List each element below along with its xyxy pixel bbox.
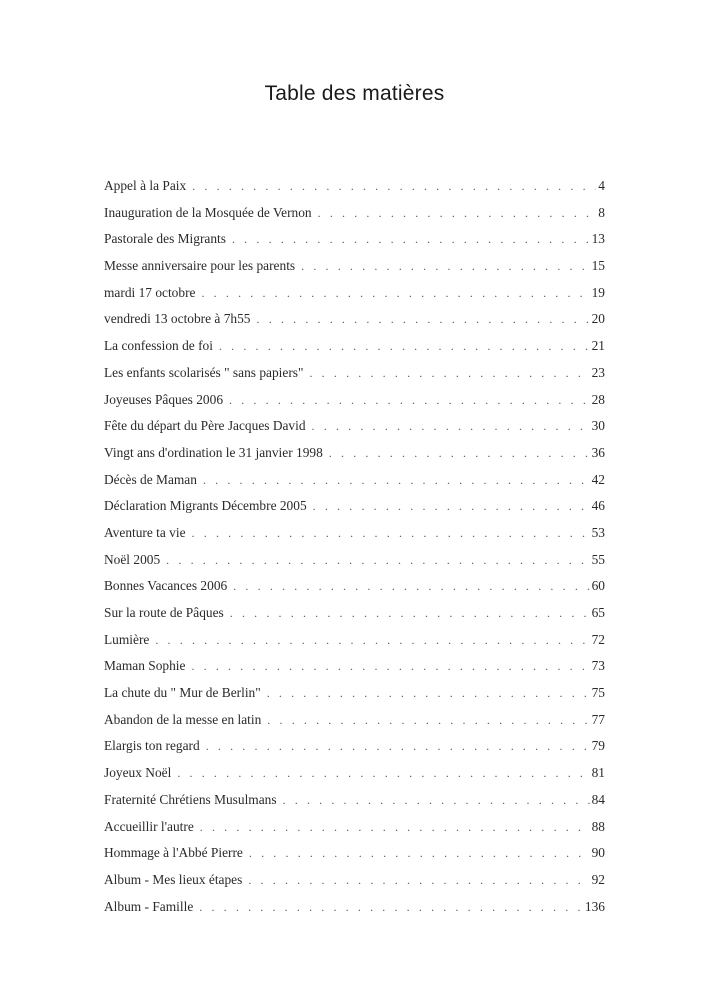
toc-entry-page: 92 bbox=[591, 871, 605, 887]
toc-entry[interactable] bbox=[104, 550, 605, 577]
toc-entry[interactable] bbox=[104, 790, 605, 817]
toc-dot-leader bbox=[249, 843, 590, 863]
toc-entry-page: 19 bbox=[591, 284, 605, 300]
toc-entry-page: 46 bbox=[591, 498, 605, 514]
toc-entry[interactable] bbox=[104, 763, 605, 790]
toc-entry-title: Aventure ta vie bbox=[104, 524, 186, 540]
toc-entry-page: 79 bbox=[591, 738, 605, 754]
toc-dot-leader bbox=[232, 229, 590, 249]
toc-entry-page: 23 bbox=[591, 364, 605, 380]
toc-entry[interactable] bbox=[104, 203, 605, 230]
toc-entry[interactable] bbox=[104, 363, 605, 390]
toc-entry-title: Pastorale des Migrants bbox=[104, 231, 226, 247]
toc-dot-leader bbox=[219, 336, 590, 356]
toc-entry-title: Les enfants scolarisés " sans papiers" bbox=[104, 364, 304, 380]
toc-entry[interactable] bbox=[104, 843, 605, 870]
table-of-contents bbox=[104, 176, 605, 923]
toc-entry[interactable] bbox=[104, 897, 605, 924]
toc-entry[interactable] bbox=[104, 817, 605, 844]
toc-entry-page: 20 bbox=[591, 311, 605, 327]
toc-entry-title: Hommage à l'Abbé Pierre bbox=[104, 845, 243, 861]
toc-entry-page: 77 bbox=[591, 711, 605, 727]
toc-entry[interactable] bbox=[104, 390, 605, 417]
toc-entry-page: 81 bbox=[591, 765, 605, 781]
toc-entry[interactable] bbox=[104, 576, 605, 603]
toc-dot-leader bbox=[166, 550, 589, 570]
toc-entry-page: 8 bbox=[598, 204, 605, 220]
toc-entry-title: Joyeux Noël bbox=[104, 765, 172, 781]
toc-dot-leader bbox=[267, 683, 590, 703]
toc-entry-page: 136 bbox=[584, 898, 605, 914]
toc-entry[interactable] bbox=[104, 256, 605, 283]
toc-entry-title: vendredi 13 octobre à 7h55 bbox=[104, 311, 251, 327]
toc-dot-leader bbox=[267, 710, 589, 730]
toc-dot-leader bbox=[177, 763, 589, 783]
toc-dot-leader bbox=[309, 363, 589, 383]
toc-entry-title: Album - Famille bbox=[104, 898, 194, 914]
toc-entry[interactable] bbox=[104, 710, 605, 737]
toc-entry-page: 90 bbox=[591, 845, 605, 861]
toc-entry-title: Déclaration Migrants Décembre 2005 bbox=[104, 498, 307, 514]
toc-entry-title: Fête du départ du Père Jacques David bbox=[104, 418, 306, 434]
toc-dot-leader bbox=[191, 656, 589, 676]
toc-entry[interactable] bbox=[104, 470, 605, 497]
toc-dot-leader bbox=[248, 870, 589, 890]
toc-entry-title: Sur la route de Pâques bbox=[104, 605, 224, 620]
toc-entry-title: Vingt ans d'ordination le 31 janvier 1998 bbox=[104, 444, 323, 460]
toc-dot-leader bbox=[192, 523, 590, 543]
toc-entry-page: 42 bbox=[591, 471, 605, 487]
toc-entry-page: 73 bbox=[591, 658, 605, 674]
toc-entry-page: 30 bbox=[591, 418, 605, 434]
toc-dot-leader bbox=[229, 390, 590, 410]
toc-dot-leader bbox=[200, 817, 590, 837]
toc-entry[interactable] bbox=[104, 496, 605, 523]
toc-dot-leader bbox=[301, 256, 589, 276]
toc-entry-page: 13 bbox=[591, 231, 605, 247]
toc-entry-page: 15 bbox=[591, 258, 605, 274]
toc-entry[interactable] bbox=[104, 603, 605, 630]
toc-entry-page: 21 bbox=[591, 338, 605, 354]
toc-entry[interactable] bbox=[104, 870, 605, 897]
toc-entry-title: Maman Sophie bbox=[104, 658, 186, 674]
toc-dot-leader bbox=[233, 576, 589, 596]
toc-entry-page: 88 bbox=[591, 818, 605, 834]
toc-entry-title: Messe anniversaire pour les parents bbox=[104, 258, 296, 274]
toc-dot-leader bbox=[318, 203, 597, 223]
toc-entry-page: 55 bbox=[591, 551, 605, 567]
toc-entry-page: 72 bbox=[591, 631, 605, 647]
toc-dot-leader bbox=[201, 283, 589, 303]
toc-entry-page: 28 bbox=[591, 391, 605, 407]
toc-entry[interactable] bbox=[104, 523, 605, 550]
toc-entry-title: Joyeuses Pâques 2006 bbox=[104, 391, 224, 407]
toc-entry-title: Fraternité Chrétiens Musulmans bbox=[104, 791, 277, 807]
toc-entry-page: 65 bbox=[591, 605, 605, 620]
toc-entry-page: 53 bbox=[591, 524, 605, 540]
toc-entry-title: Appel à la Paix bbox=[104, 178, 187, 193]
toc-entry-title: Inauguration de la Mosquée de Vernon bbox=[104, 204, 312, 220]
toc-entry-page: 4 bbox=[598, 178, 605, 193]
toc-dot-leader bbox=[155, 630, 589, 650]
toc-entry-title: Elargis ton regard bbox=[104, 738, 200, 754]
toc-entry-title: Noël 2005 bbox=[104, 551, 161, 567]
toc-entry-page: 36 bbox=[591, 444, 605, 460]
toc-entry-title: Lumière bbox=[104, 631, 150, 647]
toc-dot-leader bbox=[206, 736, 590, 756]
toc-entry[interactable] bbox=[104, 683, 605, 710]
toc-dot-leader bbox=[329, 443, 590, 463]
toc-entry-title: Accueillir l'autre bbox=[104, 818, 194, 834]
toc-dot-leader bbox=[230, 603, 590, 623]
toc-entry-title: La chute du " Mur de Berlin" bbox=[104, 685, 261, 701]
toc-entry[interactable] bbox=[104, 229, 605, 256]
toc-dot-leader bbox=[257, 309, 590, 329]
toc-entry[interactable] bbox=[104, 630, 605, 657]
toc-entry[interactable] bbox=[104, 656, 605, 683]
toc-dot-leader bbox=[312, 416, 590, 436]
toc-entry[interactable] bbox=[104, 336, 605, 363]
toc-dot-leader bbox=[313, 496, 590, 516]
toc-entry-title: Abandon de la messe en latin bbox=[104, 711, 262, 727]
toc-dot-leader bbox=[199, 897, 583, 917]
page-title: Table des matières bbox=[264, 82, 445, 105]
toc-entry[interactable] bbox=[104, 176, 605, 203]
toc-entry[interactable] bbox=[104, 443, 605, 470]
toc-entry-page: 75 bbox=[591, 685, 605, 701]
toc-entry[interactable] bbox=[104, 736, 605, 763]
toc-dot-leader bbox=[203, 470, 590, 490]
toc-entry-title: Album - Mes lieux étapes bbox=[104, 871, 243, 887]
toc-entry-page: 60 bbox=[591, 578, 605, 594]
toc-dot-leader bbox=[192, 176, 596, 196]
toc-dot-leader bbox=[283, 790, 590, 810]
toc-entry[interactable] bbox=[104, 416, 605, 443]
toc-entry[interactable] bbox=[104, 309, 605, 336]
toc-entry-title: Bonnes Vacances 2006 bbox=[104, 578, 228, 594]
toc-entry[interactable] bbox=[104, 283, 605, 310]
toc-entry-title: mardi 17 octobre bbox=[104, 284, 196, 300]
toc-entry-page: 84 bbox=[591, 791, 605, 807]
toc-entry-title: Décès de Maman bbox=[104, 471, 197, 487]
toc-entry-title: La confession de foi bbox=[104, 338, 213, 354]
